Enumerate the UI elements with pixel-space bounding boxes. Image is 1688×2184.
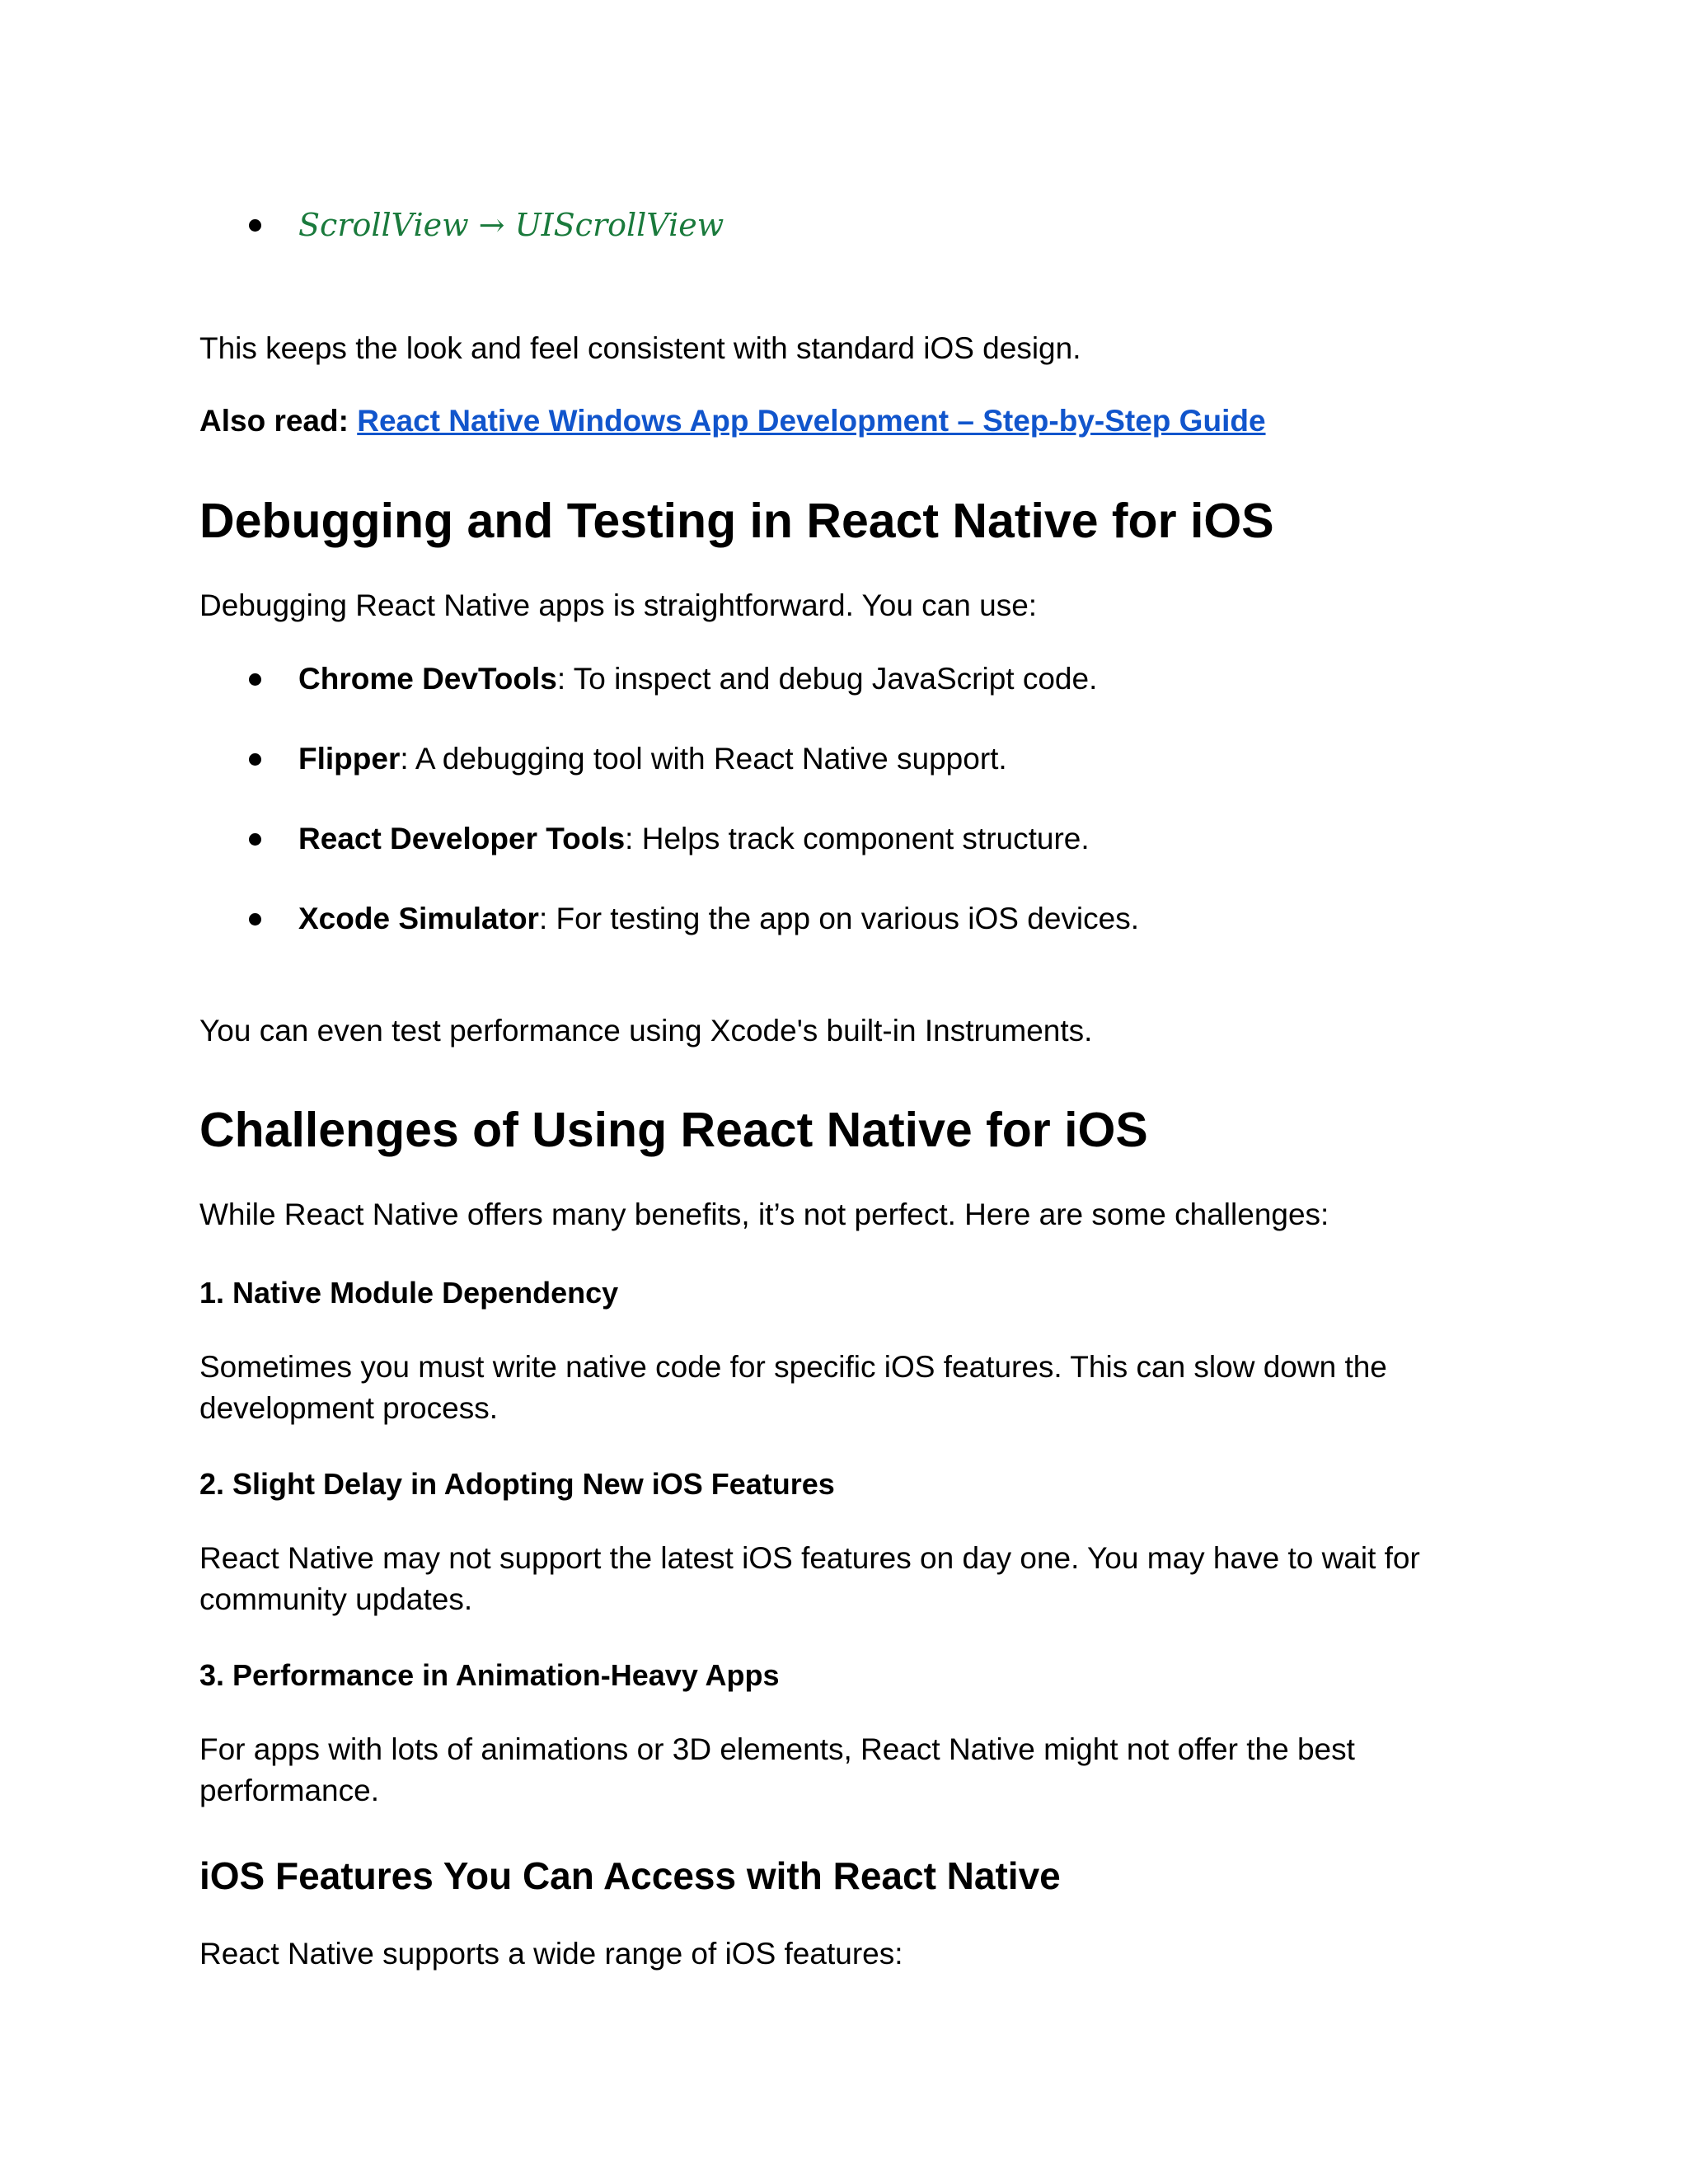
list-item-term: React Developer Tools [298,822,626,855]
heading-challenges: Challenges of Using React Native for iOS [199,1103,1148,1157]
also-read-line [199,401,1485,442]
bullet-icon [249,913,261,926]
list-item [249,204,1485,246]
list-item-desc: : For testing the app on various iOS devices. [538,902,1139,935]
paragraph-challenges-intro: While React Native offers many benefits, it’s not perfect. Here are some challenges: [199,1197,1329,1231]
list-item-term: Chrome DevTools [298,662,557,696]
paragraph-challenge-3: For apps with lots of animations or 3D elements, React Native might not offer the best performance. [199,1732,1355,1807]
heading-debugging: Debugging and Testing in React Native for iOS [199,494,1274,548]
list-item-term: Flipper [298,742,401,776]
heading-challenge-1: 1. Native Module Dependency [199,1276,619,1310]
also-read-label: Also read: [199,404,349,438]
list-item [249,818,1485,860]
list-item [249,658,1485,700]
list-item [249,898,1485,940]
paragraph-challenge-1: Sometimes you must write native code for specific iOS features. This can slow down the development process. [199,1350,1387,1425]
also-read-link[interactable]: React Native Windows App Development – Step-by-Step Guide [357,404,1266,438]
paragraph-debugging-intro: Debugging React Native apps is straightforward. You can use: [199,588,1038,622]
list-item-term: Xcode Simulator [298,902,539,935]
bullet-icon [249,219,261,232]
list-item [249,738,1485,780]
list-item-desc: : A debugging tool with React Native support. [400,742,1007,776]
paragraph-features-intro: React Native supports a wide range of iOS features: [199,1937,903,1971]
bullet-icon [249,673,261,686]
list-item-desc: : To inspect and debug JavaScript code. [556,662,1098,696]
bullet-icon [249,833,261,846]
paragraph-debugging-outro: You can even test performance using Xcode's built-in Instruments. [199,1014,1093,1047]
bullet-text-scrollview: ScrollView → UIScrollView [298,207,724,243]
heading-challenge-3: 3. Performance in Animation-Heavy Apps [199,1658,780,1692]
bullet-icon [249,753,261,766]
heading-challenge-2: 2. Slight Delay in Adopting New iOS Features [199,1467,835,1501]
list-item-desc: : Helps track component structure. [625,822,1090,855]
paragraph-consistency: This keeps the look and feel consistent with standard iOS design. [199,331,1081,365]
heading-ios-features: iOS Features You Can Access with React Native [199,1854,1061,1897]
paragraph-challenge-2: React Native may not support the latest iOS features on day one. You may have to wait for community updates. [199,1541,1420,1616]
